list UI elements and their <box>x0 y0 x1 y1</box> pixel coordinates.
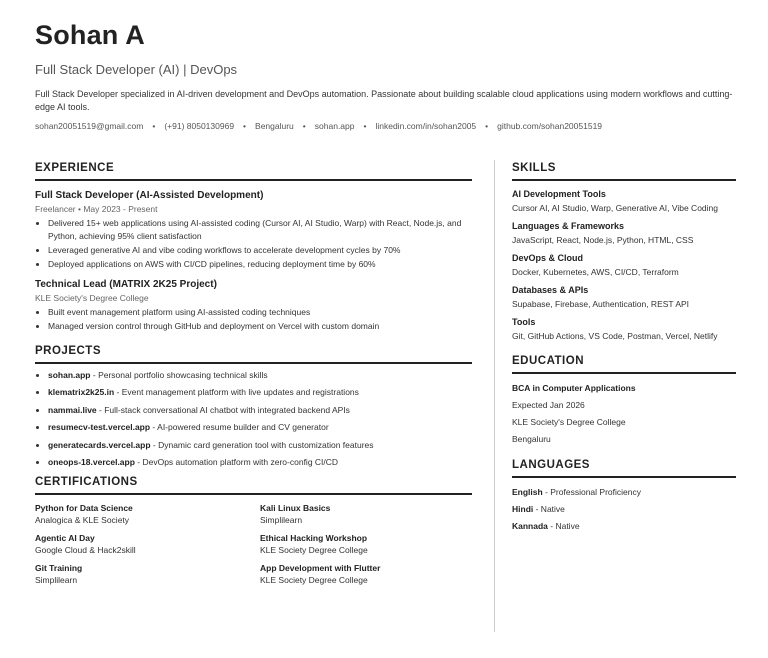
job-bullets <box>35 217 472 270</box>
section-heading-certifications: CERTIFICATIONS <box>35 476 472 495</box>
skill-group-value: JavaScript, React, Node.js, Python, HTML, CSS <box>512 235 694 245</box>
candidate-name: Sohan A <box>35 20 145 50</box>
skill-group-name: Tools <box>512 317 536 327</box>
project-desc: - Full-stack conversational AI chatbot with integrated backend APIs <box>96 404 350 415</box>
education-section <box>512 355 736 445</box>
certifications-section <box>35 476 472 585</box>
project-item <box>48 456 472 468</box>
job-title: Technical Lead (MATRIX 2K25 Project) <box>35 279 217 290</box>
job-entry <box>35 279 472 333</box>
contact-separator: • <box>243 121 247 131</box>
project-name[interactable]: generatecards.vercel.app <box>48 439 151 450</box>
contact-separator: • <box>363 121 367 131</box>
project-item <box>48 369 472 381</box>
section-heading-skills: SKILLS <box>512 162 736 181</box>
skill-group <box>512 221 736 245</box>
certification-issuer: KLE Society Degree College <box>260 545 368 555</box>
education-college: KLE Society's Degree College <box>512 417 626 427</box>
certification-item <box>35 533 260 555</box>
language-level: - Native <box>533 504 565 514</box>
contact-website[interactable]: sohan.app <box>314 121 355 131</box>
project-name[interactable]: resumecv-test.vercel.app <box>48 422 151 432</box>
certification-item <box>35 503 260 525</box>
certification-issuer: Analogica & KLE Society <box>35 515 130 525</box>
candidate-title: Full Stack Developer (AI) | DevOps <box>35 62 238 77</box>
projects-section <box>35 345 472 469</box>
certification-item <box>260 533 472 555</box>
contact-linkedin[interactable]: linkedin.com/in/sohan2005 <box>375 121 477 131</box>
experience-section <box>35 162 472 333</box>
skill-group-value: Docker, Kubernetes, AWS, CI/CD, Terraform <box>512 267 679 277</box>
project-item <box>48 439 472 451</box>
language-item <box>512 520 736 532</box>
education-city: Bengaluru <box>512 434 551 444</box>
certification-name: Ethical Hacking Workshop <box>260 533 368 543</box>
languages-section <box>512 459 736 532</box>
certification-issuer: Google Cloud & Hack2skill <box>35 545 136 555</box>
certification-issuer: Simplilearn <box>35 575 78 585</box>
skill-group-name: AI Development Tools <box>512 189 606 199</box>
certification-item <box>260 503 472 525</box>
contact-separator: • <box>302 121 306 131</box>
skill-group-name: Databases & APIs <box>512 285 589 295</box>
section-heading-projects: PROJECTS <box>35 345 472 364</box>
certification-name: Python for Data Science <box>35 503 133 513</box>
language-item <box>512 503 736 515</box>
project-name[interactable]: oneops-18.vercel.app <box>48 457 135 467</box>
section-heading-experience: EXPERIENCE <box>35 162 472 181</box>
language-name: English <box>512 487 543 497</box>
project-desc: - Event management platform with live updates and registrations <box>114 387 359 397</box>
education-expected: Expected Jan 2026 <box>512 400 585 410</box>
contact-separator: • <box>152 121 156 131</box>
language-level: - Professional Proficiency <box>542 487 641 497</box>
language-name: Hindi <box>512 504 534 514</box>
section-heading-languages: LANGUAGES <box>512 459 736 478</box>
job-meta: Freelancer • May 2023 - Present <box>35 204 158 214</box>
project-name[interactable]: klematrix2k25.in <box>48 387 115 397</box>
skill-group <box>512 189 736 213</box>
project-desc: - Dynamic card generation tool with customization features <box>150 439 374 450</box>
job-entry <box>35 190 472 270</box>
certification-name: Kali Linux Basics <box>260 503 331 513</box>
job-bullet: • Managed version control through GitHub and deployment on Vercel with custom domain <box>48 320 472 333</box>
summary: Full Stack Developer specialized in AI-driven development and DevOps automation. Passionate about building scalable cloud applications using modern workflows and cutting-edge AI tools. <box>35 89 733 112</box>
certification-issuer: KLE Society Degree College <box>260 575 368 585</box>
right-column <box>512 162 736 537</box>
education-degree: BCA in Computer Applications <box>512 383 636 393</box>
left-column <box>35 162 472 585</box>
job-bullet: • Deployed applications on AWS with CI/CD pipelines, reducing deployment time by 60% <box>48 258 472 271</box>
column-divider <box>494 160 495 632</box>
certification-name: App Development with Flutter <box>260 563 381 573</box>
skill-group-value: Cursor AI, AI Studio, Warp, Generative AI, Vibe Coding <box>512 203 718 213</box>
certification-item <box>35 563 260 585</box>
job-meta: KLE Society's Degree College <box>35 293 149 303</box>
job-bullet: • Leveraged generative AI and vibe coding workflows to accelerate development cycles by 70% <box>48 244 472 257</box>
language-name: Kannada <box>512 521 548 531</box>
education-entry <box>512 382 736 445</box>
language-list <box>512 486 736 532</box>
skill-group <box>512 285 736 309</box>
job-title: Full Stack Developer (AI-Assisted Development) <box>35 190 264 201</box>
certification-item <box>260 563 472 585</box>
language-item <box>512 486 736 498</box>
project-desc: - DevOps automation platform with zero-config CI/CD <box>134 457 339 467</box>
contact-phone: (+91) 8050130969 <box>164 121 235 131</box>
project-item <box>48 386 472 398</box>
project-desc: - Personal portfolio showcasing technical skills <box>90 369 268 380</box>
job-bullets <box>35 306 472 333</box>
project-item <box>48 404 472 416</box>
skill-group-value: Git, GitHub Actions, VS Code, Postman, Vercel, Netlify <box>512 331 718 341</box>
skills-section <box>512 162 736 341</box>
skill-group <box>512 253 736 277</box>
certification-grid <box>35 503 472 585</box>
skill-group-value: Supabase, Firebase, Authentication, REST API <box>512 299 690 309</box>
project-desc: - AI-powered resume builder and CV generator <box>150 422 329 432</box>
project-name[interactable]: nammai.live <box>48 404 97 415</box>
contact-separator: • <box>485 121 489 131</box>
skill-group-name: DevOps & Cloud <box>512 253 584 263</box>
section-heading-education: EDUCATION <box>512 355 736 374</box>
language-level: - Native <box>547 521 580 531</box>
contact-email[interactable]: sohan20051519@gmail.com <box>35 121 144 131</box>
project-name[interactable]: sohan.app <box>48 369 91 380</box>
certification-name: Agentic AI Day <box>35 533 95 543</box>
skill-group-name: Languages & Frameworks <box>512 221 625 231</box>
skill-group <box>512 317 736 341</box>
contact-github[interactable]: github.com/sohan20051519 <box>497 121 603 131</box>
job-bullet: • Built event management platform using AI-assisted coding techniques <box>48 306 472 319</box>
contact-location: Bengaluru <box>255 121 294 131</box>
project-list <box>35 369 472 469</box>
certification-issuer: Simplilearn <box>260 515 303 525</box>
project-item <box>48 421 472 433</box>
job-bullet: • Delivered 15+ web applications using AI-assisted coding (Cursor AI, AI Studio, Warp) with React, Node.js, and Python, achieving 95% client satisfaction <box>48 217 472 242</box>
contact-line <box>35 121 735 131</box>
certification-name: Git Training <box>35 563 83 573</box>
